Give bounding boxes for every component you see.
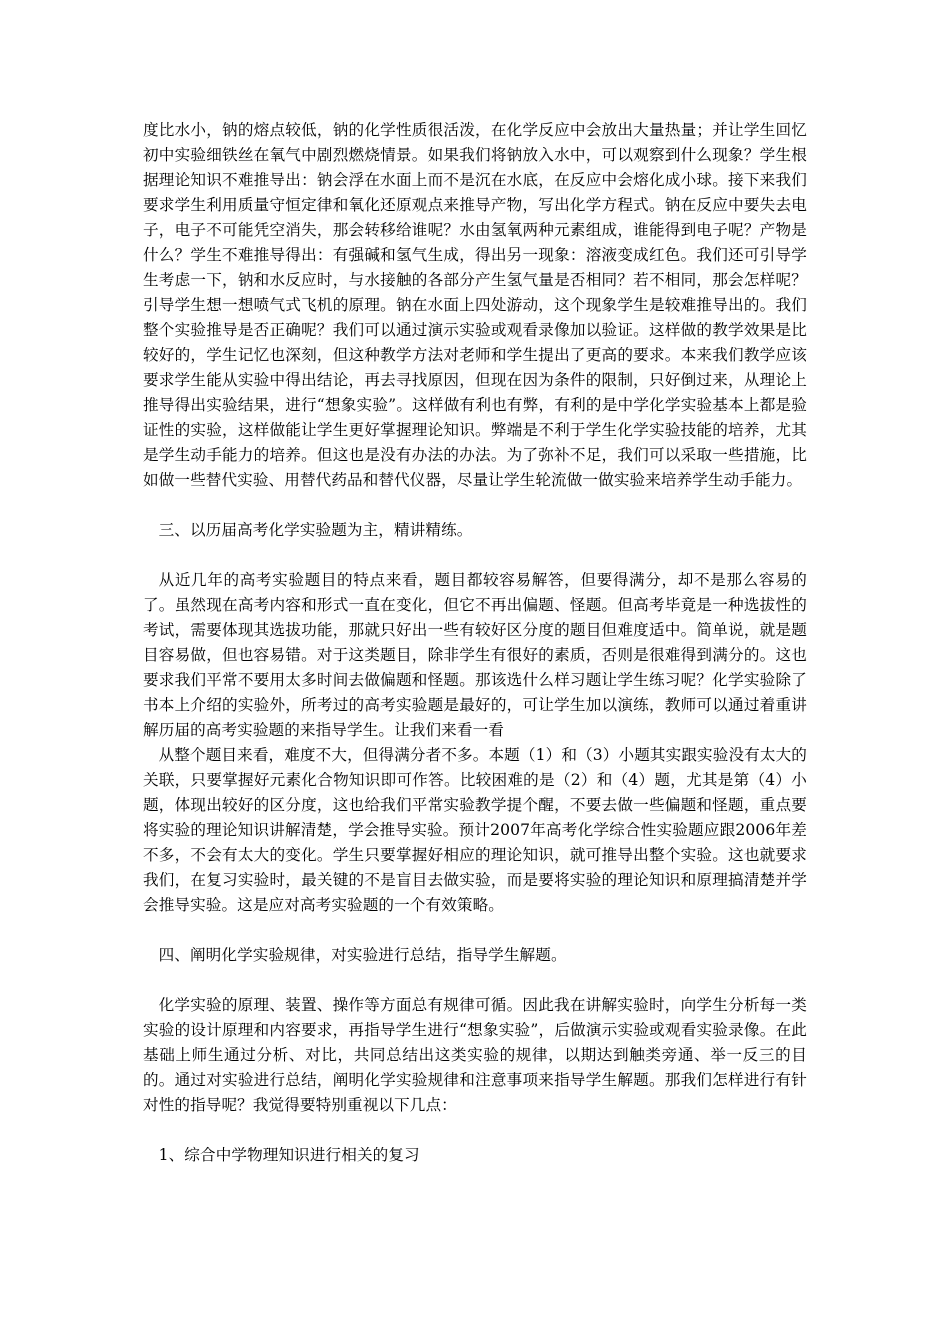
paragraph-spacer bbox=[143, 1118, 807, 1143]
body-paragraph: 化学实验的原理、装置、操作等方面总有规律可循。因此我在讲解实验时，向学生分析每一类实验的设计原理和内容要求，再指导学生进行“想象实验”，后做演示实验或观看实验录像。在此基础上师生通过分析、对比，共同总结出这类实验的规律，以期达到触类旁通、举一反三的目的。通过对实验进行总结，阐明化学实验规律和注意事项来指导学生解题。那我们怎样进行有针对性的指导呢？我觉得要特别重视以下几点： bbox=[143, 996, 807, 1114]
paragraph-spacer bbox=[143, 493, 807, 518]
section-heading: 三、以历届高考化学实验题为主，精讲精练。 bbox=[158, 521, 473, 539]
paragraph-spacer bbox=[143, 543, 807, 568]
paragraph-spacer bbox=[143, 968, 807, 993]
body-paragraph: 度比水小，钠的熔点较低，钠的化学性质很活泼，在化学反应中会放出大量热量；并让学生回忆初中实验细铁丝在氧气中剧烈燃烧情景。如果我们将钠放入水中，可以观察到什么现象？学生根据理论知识不难推导出：钠会浮在水面上而不是沉在水底，在反应中会熔化成小球。接下来我们要求学生利用质量守恒定律和氧化还原观点来推导产物，写出化学方程式。钠在反应中要失去电子，电子不可能凭空消失，那会转移给谁呢？水由氢氧两种元素组成，谁能得到电子呢？产物是什么？学生不难推导得出：有强碱和氢气生成，得出另一现象：溶液变成红色。我们还可引导学生考虑一下，钠和水反应时，与水接触的各部分产生氢气量是否相同？若不相同，那会怎样呢？引导学生想一想喷气式飞机的原理。钠在水面上四处游动，这个现象学生是较难推导出的。我们整个实验推导是否正确呢？我们可以通过演示实验或观看录像加以验证。这样做的教学效果是比较好的，学生记忆也深刻，但这种教学方法对老师和学生提出了更高的要求。本来我们教学应该要求学生能从实验中得出结论，再去寻找原因，但现在因为条件的限制，只好倒过来，从理论上推导得出实验结果，进行“想象实验”。这样做有利也有弊，有利的是中学化学实验基本上都是验证性的实验，这样做能让学生更好掌握理论知识。弊端是不利于学生化学实验技能的培养，尤其是学生动手能力的培养。但这也是没有办法的办法。为了弥补不足，我们可以采取一些措施，比如做一些替代实验、用替代药品和替代仪器，尽量让学生轮流做一做实验来培养学生动手能力。 bbox=[143, 121, 807, 489]
body-paragraph: 从整个题目来看，难度不大，但得满分者不多。本题（1）和（3）小题其实跟实验没有太大的关联，只要掌握好元素化合物知识即可作答。比较困难的是（2）和（4）题，尤其是第（4）小题，体现出较好的区分度，这也给我们平常实验教学提个醒，不要去做一些偏题和怪题，重点要将实验的理论知识讲解清楚，学会推导实验。预计2007年高考化学综合性实验题应跟2006年差不多，不会有太大的变化。学生只要掌握好相应的理论知识，就可推导出整个实验。这也就要求我们，在复习实验时，最关键的不是盲目去做实验，而是要将实验的理论知识和原理搞清楚并学会推导实验。这是应对高考实验题的一个有效策略。 bbox=[143, 746, 807, 914]
document-body bbox=[143, 118, 807, 1168]
body-paragraph: 从近几年的高考实验题目的特点来看，题目都较容易解答，但要得满分，却不是那么容易的了。虽然现在高考内容和形式一直在变化，但它不再出偏题、怪题。但高考毕竟是一种选拔性的考试，需要体现其选拔功能，那就只好出一些有较好区分度的题目但难度适中。简单说，就是题目容易做，但也容易错。对于这类题目，除非学生有很好的素质，否则是很难得到满分的。这也要求我们平常不要用太多时间去做偏题和怪题。那该选什么样习题让学生练习呢？化学实验除了书本上介绍的实验外，所考过的高考实验题是最好的，可让学生加以演练，教师可以通过着重讲解历届的高考实验题的来指导学生。让我们来看一看 bbox=[143, 571, 807, 739]
paragraph-spacer bbox=[143, 918, 807, 943]
subsection-heading: 1、综合中学物理知识进行相关的复习 bbox=[158, 1146, 420, 1164]
section-heading: 四、阐明化学实验规律，对实验进行总结，指导学生解题。 bbox=[158, 946, 567, 964]
